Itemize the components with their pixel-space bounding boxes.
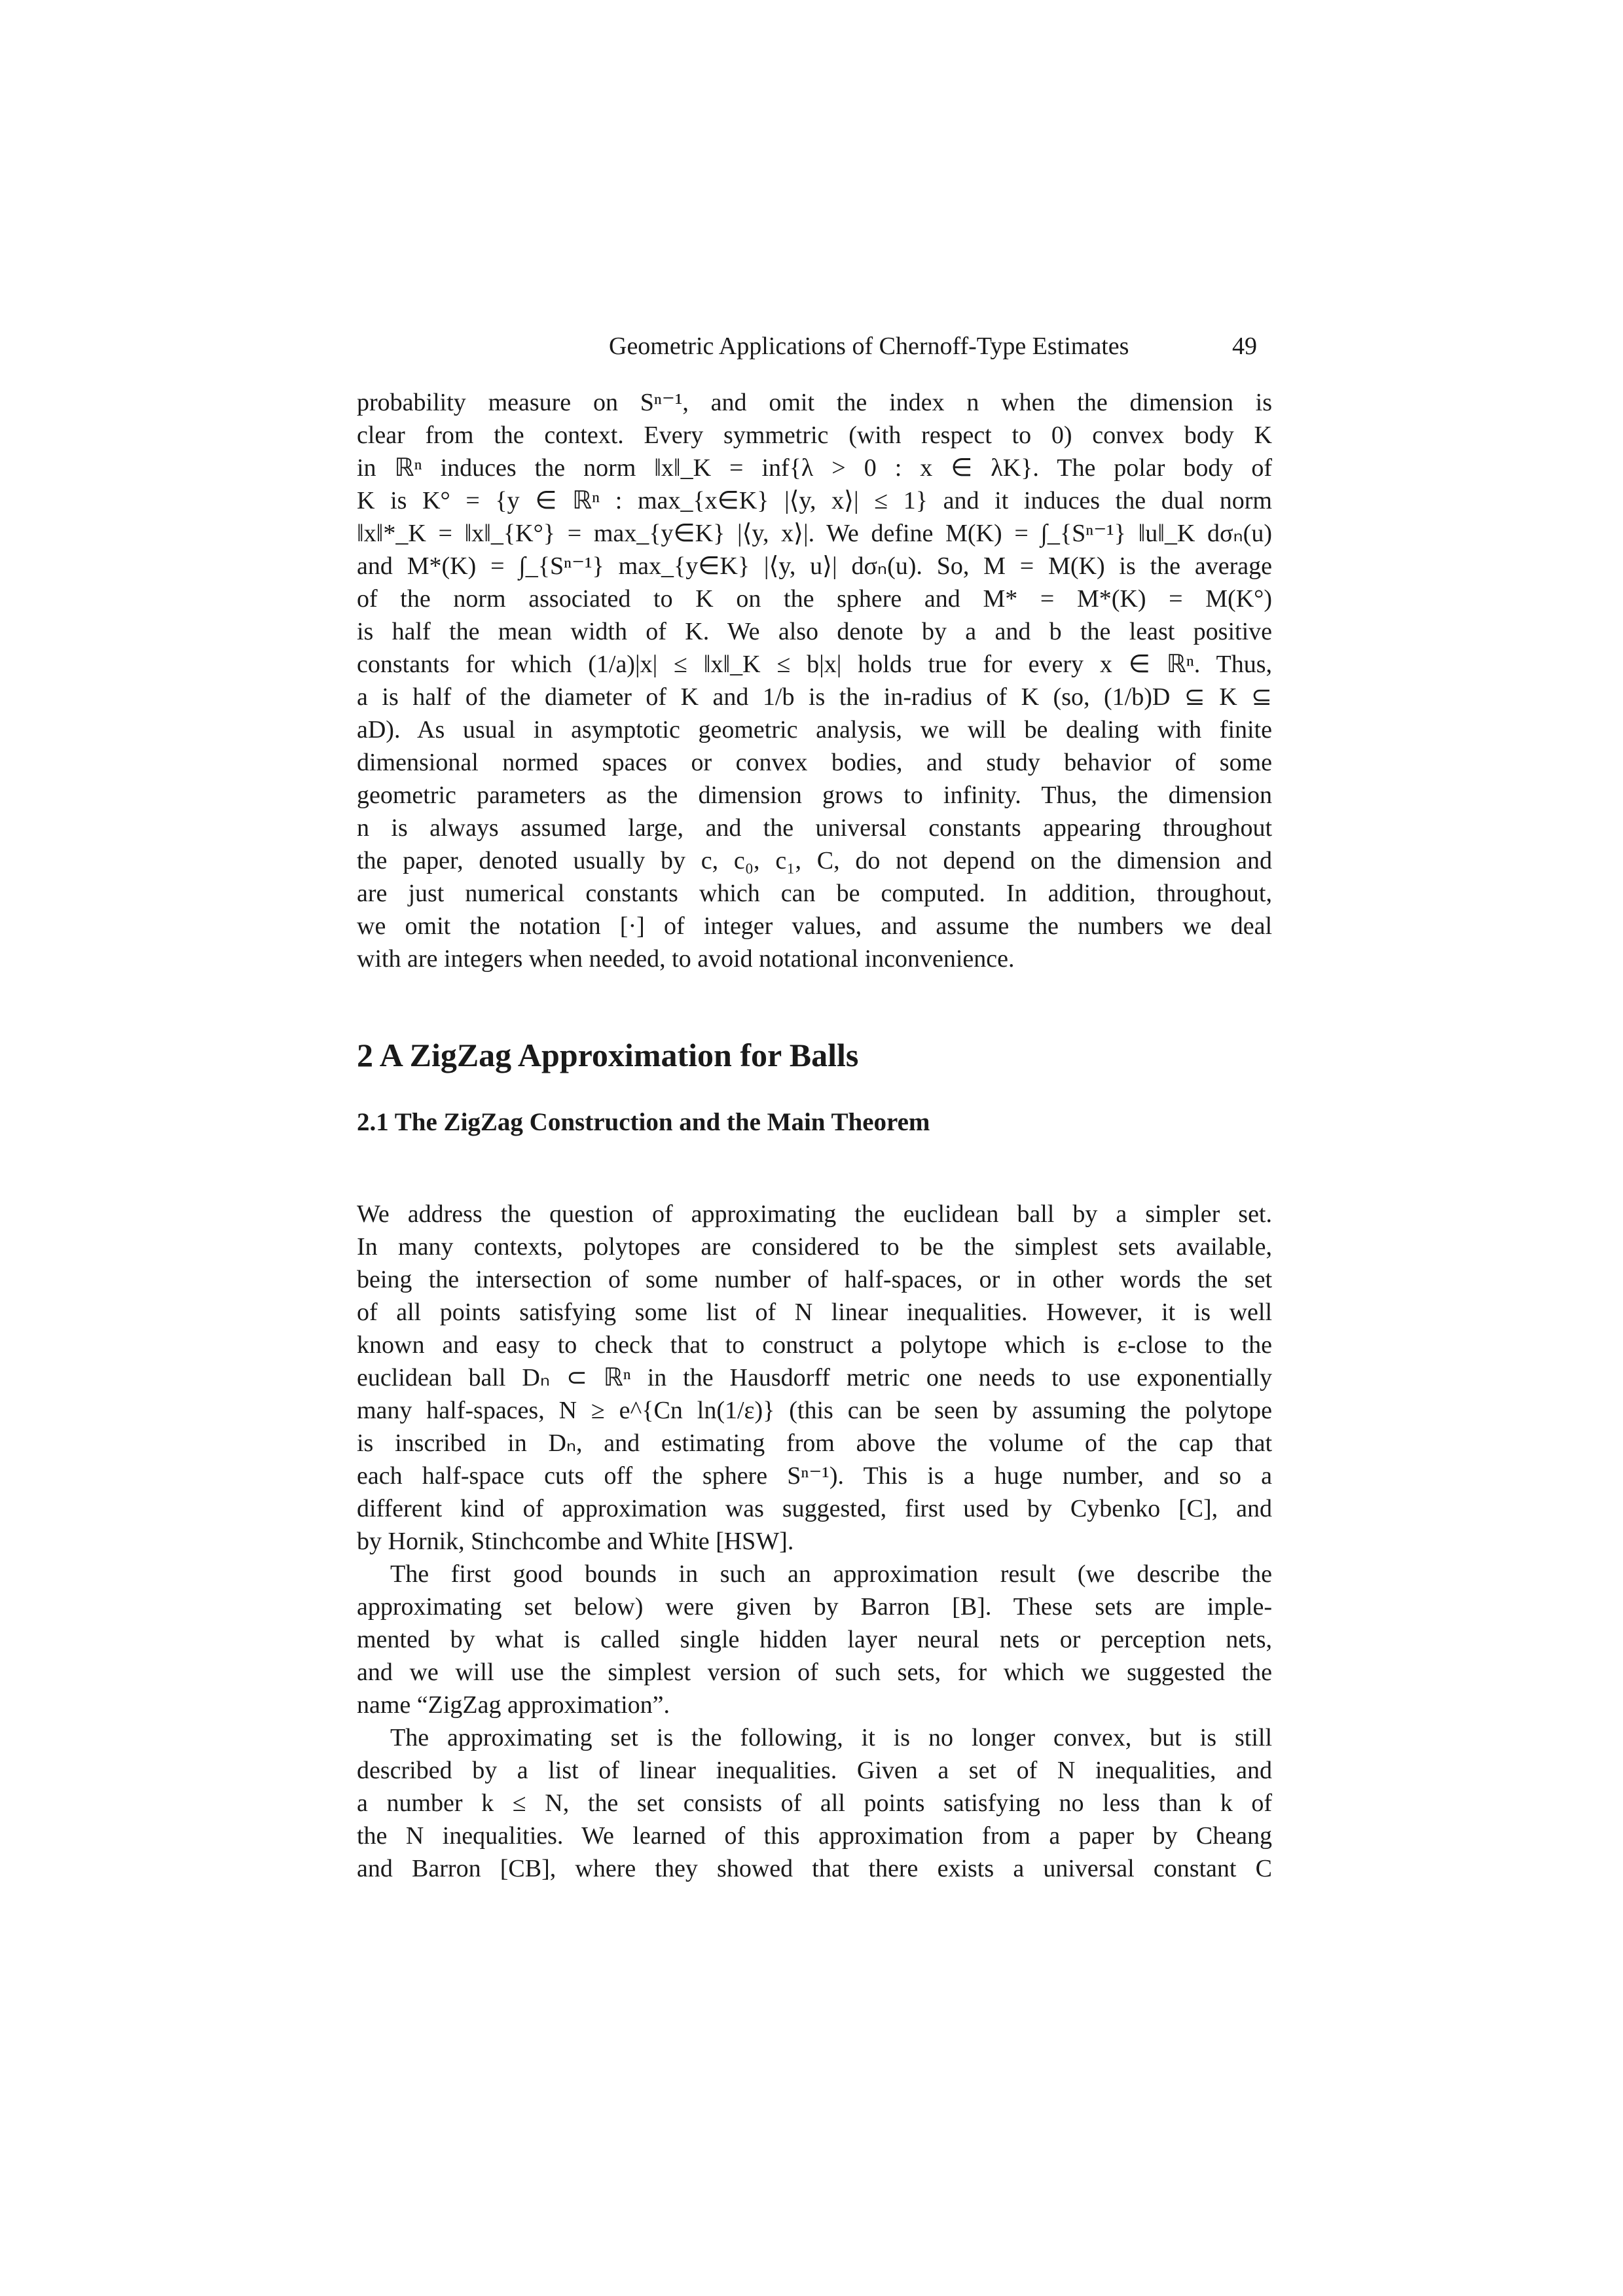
text-line: In many contexts, polytopes are considered to be the simplest sets available, (357, 1233, 1272, 1261)
text-line: geometric parameters as the dimension grows to infinity. Thus, the dimension (357, 781, 1272, 809)
text-line: constants for which (1/a)|x| ≤ ‖x‖_K ≤ b|x| holds true for every x ∈ ℝⁿ. Thus, (357, 651, 1272, 678)
text-line: We address the question of approximating the euclidean ball by a simpler set. (357, 1200, 1272, 1228)
text-line: of the norm associated to K on the sphere and M* = M*(K) = M(K°) (357, 585, 1272, 613)
text-line: aD). As usual in asymptotic geometric analysis, we will be dealing with finite (357, 716, 1272, 744)
text-line: clear from the context. Every symmetric (with respect to 0) convex body K (357, 422, 1272, 449)
text-line: by Hornik, Stinchcombe and White [HSW]. (357, 1528, 794, 1555)
subsection-heading: 2.1 The ZigZag Construction and the Main Theorem (357, 1108, 930, 1136)
intro-paragraph (357, 386, 1272, 975)
text-line: The approximating set is the following, it is no longer convex, but is still (390, 1724, 1272, 1751)
text-line: and M*(K) = ∫_{Sⁿ⁻¹} max_{y∈K} |⟨y, u⟩| dσₙ(u). So, M = M(K) is the average (357, 552, 1272, 580)
text-line: euclidean ball Dₙ ⊂ ℝⁿ in the Hausdorff metric one needs to use exponentially (357, 1364, 1272, 1391)
text-line: approximating set below) were given by Barron [B]. These sets are imple- (357, 1593, 1272, 1621)
text-line: dimensional normed spaces or convex bodies, and study behavior of some (357, 749, 1272, 776)
text-line: known and easy to check that to construct a polytope which is ε-close to the (357, 1331, 1272, 1359)
text-line: the N inequalities. We learned of this approximation from a paper by Cheang (357, 1822, 1272, 1850)
text-line: each half-space cuts off the sphere Sⁿ⁻¹). This is a huge number, and so a (357, 1462, 1272, 1490)
text-line: a number k ≤ N, the set consists of all points satisfying no less than k of (357, 1789, 1272, 1817)
text-line: described by a list of linear inequalities. Given a set of N inequalities, and (357, 1757, 1272, 1784)
text-line: is inscribed in Dₙ, and estimating from above the volume of the cap that (357, 1429, 1272, 1457)
text-line: we omit the notation [·] of integer values, and assume the numbers we deal (357, 912, 1272, 940)
text-line: n is always assumed large, and the universal constants appearing throughout (357, 814, 1272, 842)
text-line: being the intersection of some number of half-spaces, or in other words the set (357, 1266, 1272, 1293)
text-line: ‖x‖*_K = ‖x‖_{K°} = max_{y∈K} |⟨y, x⟩|. We define M(K) = ∫_{Sⁿ⁻¹} ‖u‖_K dσₙ(u) (357, 520, 1272, 547)
text-line: are just numerical constants which can be computed. In addition, throughout, (357, 880, 1272, 907)
paragraph-3 (357, 1721, 1272, 1885)
text-line: is half the mean width of K. We also denote by a and b the least positive (357, 618, 1272, 645)
running-head-title: Geometric Applications of Chernoff-Type Estimates (609, 332, 1129, 360)
text-line: and Barron [CB], where they showed that there exists a universal constant C (357, 1855, 1272, 1882)
text-line: a is half of the diameter of K and 1/b is the in-radius of K (so, (1/b)D ⊆ K ⊆ (357, 683, 1272, 711)
text-line: the paper, denoted usually by c, c₀, c₁, C, do not depend on the dimension and (357, 847, 1272, 874)
text-line: mented by what is called single hidden layer neural nets or perception nets, (357, 1626, 1272, 1653)
text-line: and we will use the simplest version of such sets, for which we suggested the (357, 1659, 1272, 1686)
text-line: with are integers when needed, to avoid notational inconvenience. (357, 945, 1015, 973)
paragraph-1 (357, 1198, 1272, 1558)
text-line: different kind of approximation was suggested, first used by Cybenko [C], and (357, 1495, 1272, 1522)
text-line: name “ZigZag approximation”. (357, 1691, 670, 1719)
text-line: of all points satisfying some list of N linear inequalities. However, it is well (357, 1299, 1272, 1326)
text-line: in ℝⁿ induces the norm ‖x‖_K = inf{λ > 0 : x ∈ λK}. The polar body of (357, 454, 1272, 482)
paragraph-2 (357, 1558, 1272, 1721)
text-line: many half-spaces, N ≥ e^{Cn ln(1/ε)} (this can be seen by assuming the polytope (357, 1397, 1272, 1424)
page-number: 49 (1232, 332, 1257, 360)
text-line: K is K° = {y ∈ ℝⁿ : max_{x∈K} |⟨y, x⟩| ≤ 1} and it induces the dual norm (357, 487, 1272, 514)
text-line: The first good bounds in such an approximation result (we describe the (390, 1560, 1272, 1588)
text-line: probability measure on Sⁿ⁻¹, and omit the index n when the dimension is (357, 389, 1272, 416)
section-heading: 2 A ZigZag Approximation for Balls (357, 1037, 859, 1073)
